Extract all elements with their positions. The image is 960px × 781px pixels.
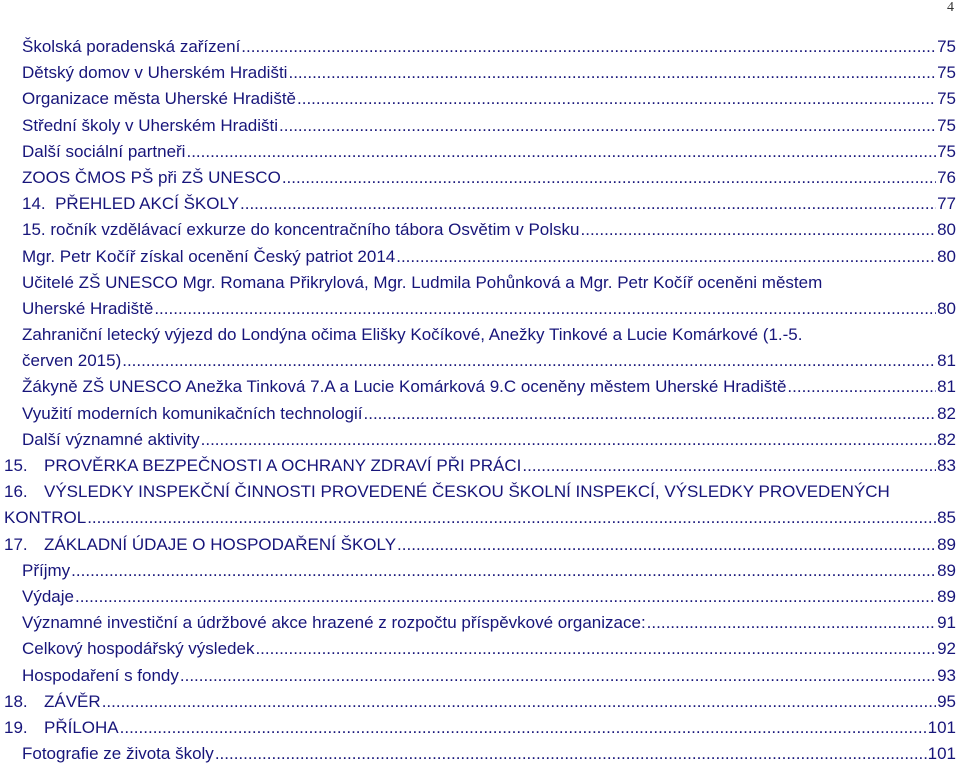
dot-leader [282, 165, 936, 191]
dot-leader [241, 34, 936, 60]
toc-entry[interactable] [4, 453, 956, 479]
toc-entry-text [22, 296, 153, 322]
toc-entry-number: 16. [4, 482, 28, 502]
toc-entry[interactable] [4, 741, 956, 767]
toc-entry-number: 18. [4, 691, 28, 711]
toc-entry-text [22, 427, 200, 453]
toc-entry-number: 17. [4, 534, 28, 554]
toc-entry-text [22, 191, 239, 217]
toc-entry-number: 19. [4, 717, 28, 737]
toc-entry-page: 81 [937, 377, 956, 397]
toc-entry[interactable] [4, 532, 956, 558]
dot-leader [71, 558, 936, 584]
dot-leader [397, 532, 936, 558]
toc-entry-page: 89 [937, 560, 956, 580]
dot-leader [154, 296, 936, 322]
toc-entry-label: Celkový hospodářský výsledek [22, 639, 255, 659]
dot-leader [102, 689, 936, 715]
toc-entry[interactable] [4, 86, 956, 112]
dot-leader [647, 610, 936, 636]
toc-entry-text [22, 139, 185, 165]
toc-entry-text [22, 636, 254, 662]
toc-entry-page: 89 [937, 534, 956, 554]
toc-entry-page: 75 [937, 115, 956, 135]
toc-entry-label: Fotografie ze života školy [22, 744, 214, 764]
toc-entry-page: 77 [937, 194, 956, 214]
toc-entry-text [22, 86, 296, 112]
toc-entry-page: 83 [937, 456, 956, 475]
toc-entry-text [22, 244, 395, 270]
toc-entry-page: 80 [937, 220, 956, 240]
toc-entry-label: Mgr. Petr Kočíř získal ocenění Český patriot 2014 [22, 246, 396, 266]
dot-leader [297, 86, 936, 112]
toc-entry-text [22, 558, 70, 584]
toc-entry-page: 75 [937, 89, 956, 109]
dot-leader [288, 60, 936, 86]
toc-entry-page: 85 [937, 508, 956, 528]
dot-leader [122, 348, 936, 374]
toc-entry-label: červen 2015) [22, 351, 122, 371]
toc-entry[interactable] [4, 427, 956, 453]
toc-entry-text [22, 584, 74, 610]
toc-entry[interactable] [4, 113, 956, 139]
toc-entry-label: Další významné aktivity [22, 429, 200, 449]
toc-entry[interactable] [4, 322, 956, 374]
dot-leader [522, 453, 936, 479]
dot-leader [240, 191, 936, 217]
toc-entry[interactable] [4, 374, 956, 400]
toc-entry[interactable] [4, 191, 956, 217]
toc-entry[interactable] [4, 715, 956, 741]
toc-entry-page: 91 [937, 613, 956, 633]
toc-entry-page: 82 [937, 403, 956, 423]
toc-entry-text [4, 715, 119, 741]
toc-entry[interactable] [4, 584, 956, 610]
toc-entry-label: Učitelé ZŠ UNESCO Mgr. Romana Přikrylová, Mgr. Ludmila Pohůnková a Mgr. Petr Kočíř oceněni městem [22, 272, 823, 292]
toc-entry-text [4, 505, 86, 531]
toc-entry-page: 101 [927, 744, 956, 764]
dot-leader [396, 244, 936, 270]
toc-entry[interactable] [4, 34, 956, 60]
toc-entry-label: Hospodaření s fondy [22, 665, 179, 685]
dot-leader [215, 741, 927, 767]
toc-entry-label: KONTROL [4, 508, 87, 528]
toc-entry-label: PROVĚRKA BEZPEČNOSTI A OCHRANY ZDRAVÍ PŘI PRÁCI [44, 456, 522, 475]
dot-leader [75, 584, 936, 610]
toc-entry-text [22, 60, 287, 86]
toc-entry-number: 15. [4, 456, 28, 475]
toc-entry-label: ZÁKLADNÍ ÚDAJE O HOSPODAŘENÍ ŠKOLY [44, 534, 397, 554]
toc-entry-label: Příjmy [22, 560, 71, 580]
toc-entry-text [22, 610, 646, 636]
toc-entry-label: Další sociální partneři [22, 141, 186, 161]
toc-entry-text [22, 401, 363, 427]
toc-entry-label: Zahraniční letecký výjezd do Londýna očima Elišky Kočíkové, Anežky Tinkové a Lucie Komárkové (1.-5. [22, 325, 803, 345]
toc-entry-label: Dětský domov v Uherském Hradišti [22, 63, 288, 83]
toc-entry-text [22, 217, 580, 243]
toc-entry[interactable] [4, 479, 956, 531]
toc-entry-text [22, 741, 214, 767]
toc-entry-label: PŘÍLOHA [44, 717, 119, 737]
toc-entry[interactable] [4, 558, 956, 584]
toc-entry-page: 95 [937, 691, 956, 711]
toc-entry-text [4, 532, 396, 558]
page-number: 4 [947, 0, 954, 15]
toc-entry-label: Významné investiční a údržbové akce hrazené z rozpočtu příspěvkové organizace: [22, 613, 646, 633]
toc-entry-label: Uherské Hradiště [22, 298, 154, 318]
dot-leader [120, 715, 927, 741]
toc-entry-label: Střední školy v Uherském Hradišti [22, 115, 279, 135]
toc-entry-text [22, 165, 281, 191]
toc-entry[interactable] [4, 60, 956, 86]
toc-entry[interactable] [4, 217, 956, 243]
toc-entry[interactable] [4, 636, 956, 662]
toc-entry-text [4, 479, 956, 505]
toc-entry-page: 93 [937, 665, 956, 685]
toc-entry-label: Výdaje [22, 586, 74, 606]
toc-entry[interactable] [4, 401, 956, 427]
toc-entry[interactable] [4, 689, 956, 715]
toc-entry-label: ZOOS ČMOS PŠ při ZŠ UNESCO [22, 167, 281, 187]
toc-entry-label: 14. PŘEHLED AKCÍ ŠKOLY [22, 194, 239, 214]
dot-leader [87, 505, 936, 531]
toc-entry-page: 101 [927, 717, 956, 737]
toc-entry-page: 81 [937, 351, 956, 371]
toc-entry[interactable] [4, 270, 956, 322]
toc-entry-page: 80 [937, 246, 956, 266]
toc-entry-label: Organizace města Uherské Hradiště [22, 89, 297, 109]
toc-entry-text [22, 113, 278, 139]
toc-entry-page: 75 [937, 63, 956, 83]
toc-entry-text [22, 663, 179, 689]
toc-entry-page: 75 [937, 37, 956, 56]
toc-entry-label: ZÁVĚR [44, 691, 101, 711]
toc-entry[interactable] [4, 139, 956, 165]
table-of-contents [4, 34, 956, 767]
toc-entry-label: 15. ročník vzdělávací exkurze do koncentračního tábora Osvětim v Polsku [22, 220, 580, 240]
toc-entry-label: VÝSLEDKY INSPEKČNÍ ČINNOSTI PROVEDENÉ ČESKOU ŠKOLNÍ INSPEKCÍ, VÝSLEDKY PROVEDENÝCH [44, 482, 890, 502]
toc-entry-page: 80 [937, 298, 956, 318]
toc-entry[interactable] [4, 244, 956, 270]
toc-entry[interactable] [4, 165, 956, 191]
toc-entry-text [4, 453, 521, 479]
dot-leader [201, 427, 936, 453]
dot-leader [364, 401, 937, 427]
dot-leader [581, 217, 937, 243]
toc-entry-label: Žákyně ZŠ UNESCO Anežka Tinková 7.A a Lucie Komárková 9.C oceněny městem Uherské Hradiště [22, 377, 787, 397]
dot-leader [787, 374, 936, 400]
toc-entry-text [22, 34, 240, 60]
toc-entry-text [4, 689, 101, 715]
toc-entry[interactable] [4, 610, 956, 636]
dot-leader [180, 663, 936, 689]
toc-entry-page: 75 [937, 141, 956, 161]
toc-entry[interactable] [4, 663, 956, 689]
toc-entry-text [4, 270, 956, 296]
toc-entry-page: 76 [937, 167, 956, 187]
dot-leader [255, 636, 936, 662]
toc-entry-page: 92 [937, 639, 956, 659]
toc-entry-page: 89 [937, 586, 956, 606]
toc-entry-text [22, 374, 786, 400]
toc-entry-text [4, 322, 956, 348]
dot-leader [186, 139, 936, 165]
dot-leader [279, 113, 936, 139]
toc-entry-label: Školská poradenská zařízení [22, 37, 241, 56]
toc-entry-text [22, 348, 121, 374]
toc-entry-label: Využití moderních komunikačních technologií [22, 403, 363, 423]
toc-entry-page: 82 [937, 429, 956, 449]
